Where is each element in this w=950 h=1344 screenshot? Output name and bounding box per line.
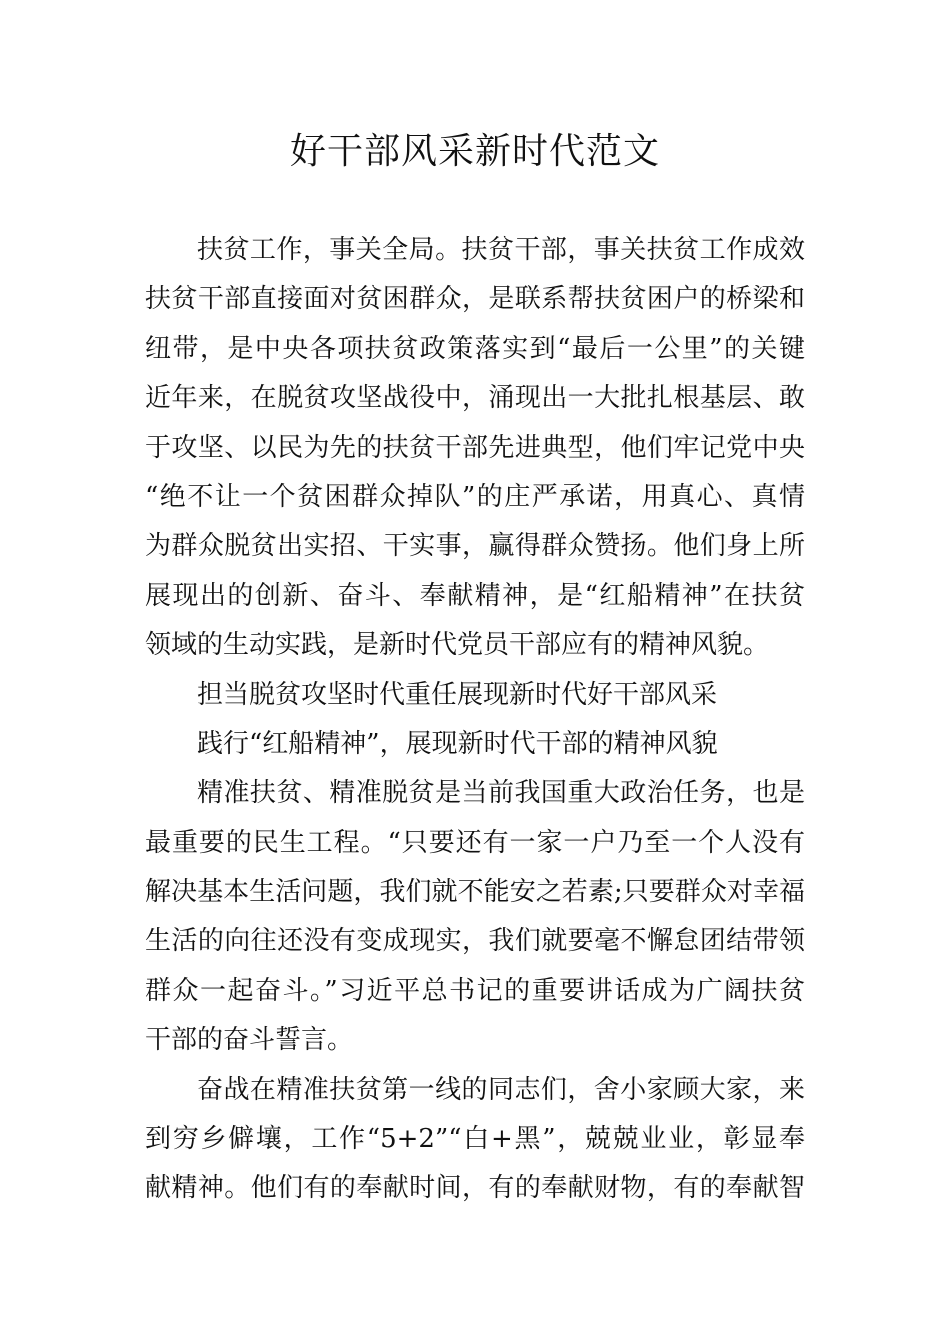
document-body <box>145 226 805 1214</box>
text-line: 担当脱贫攻坚时代重任展现新时代好干部风采 <box>197 679 718 710</box>
text-line: 扶贫干部直接面对贫困群众，是联系帮扶贫困户的桥梁和 <box>145 284 805 315</box>
text-line: 践行“红船精神”，展现新时代干部的精神风貌 <box>197 728 718 759</box>
text-line: 近年来，在脱贫攻坚战役中，涌现出一大批扎根基层、敢 <box>145 383 805 414</box>
text-line: 精准扶贫、精准脱贫是当前我国重大政治任务，也是 <box>197 778 805 809</box>
text-line: 生活的向往还没有变成现实，我们就要毫不懈怠团结带领 <box>145 926 805 957</box>
text-line: 展现出的创新、奋斗、奉献精神，是“红船精神”在扶贫 <box>145 580 805 611</box>
document-title: 好干部风采新时代范文 <box>289 131 660 172</box>
text-line: “绝不让一个贫困群众掉队”的庄严承诺，用真心、真情 <box>145 481 805 512</box>
text-line: 扶贫工作，事关全局。扶贫干部，事关扶贫工作成效 <box>197 235 805 265</box>
text-line: 为群众脱贫出实招、干实事，赢得群众赞扬。他们身上所 <box>145 531 805 562</box>
text-line: 领域的生动实践，是新时代党员干部应有的精神风貌。 <box>145 630 770 661</box>
text-line: 献精神。他们有的奉献时间，有的奉献财物，有的奉献智 <box>145 1173 805 1204</box>
text-line: 最重要的民生工程。“只要还有一家一户乃至一个人没有 <box>145 827 805 858</box>
text-line: 奋战在精准扶贫第一线的同志们，舍小家顾大家，来 <box>197 1074 805 1105</box>
text-line: 群众一起奋斗。”习近平总书记的重要讲话成为广阔扶贫 <box>145 975 805 1006</box>
text-line: 纽带，是中央各项扶贫政策落实到“最后一公里”的关键 <box>145 333 805 364</box>
text-line: 干部的奋斗誓言。 <box>145 1025 354 1056</box>
text-line: 解决基本生活问题，我们就不能安之若素;只要群众对幸福 <box>145 877 805 908</box>
text-line: 到穷乡僻壤，工作“5+2”“白+黑”，兢兢业业，彰显奉 <box>145 1124 805 1155</box>
text-line: 于攻坚、以民为先的扶贫干部先进典型，他们牢记党中央 <box>145 432 805 463</box>
